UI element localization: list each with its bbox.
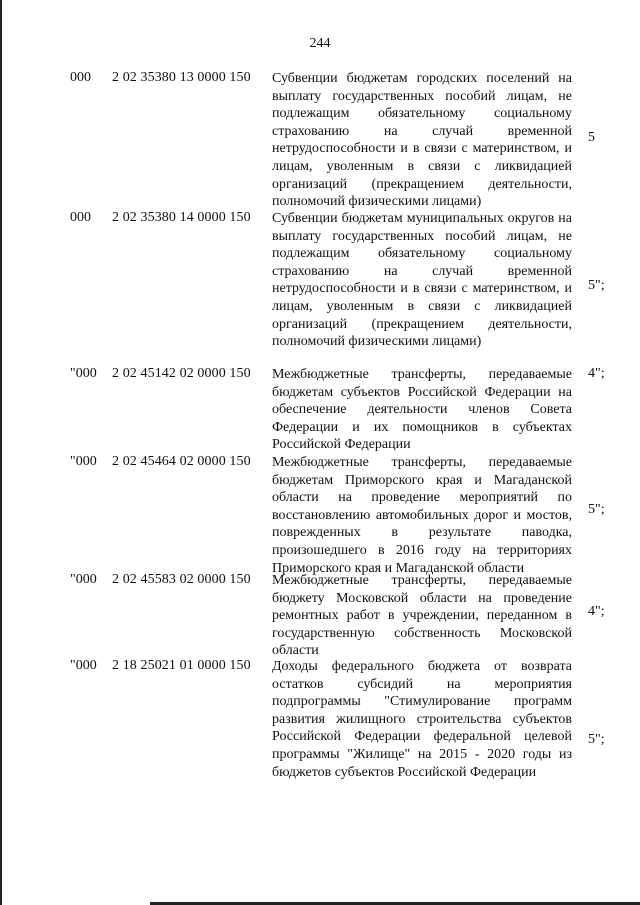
revenue-name: Межбюджетные трансферты, передаваемые бюджетам субъектов Российской Федерации на обеспечение деятельности членов Совета Федерации и их помощников в субъектах Российской Федерации <box>272 367 572 453</box>
admin-code: 000 <box>70 210 91 225</box>
admin-code: "000 <box>70 454 97 469</box>
budget-classification-code: 2 02 45583 02 0000 150 <box>112 572 251 587</box>
budget-classification-code: 2 02 45464 02 0000 150 <box>112 454 251 469</box>
budget-classification-code: 2 02 35380 13 0000 150 <box>112 70 251 85</box>
allocation-value: 4"; <box>588 604 605 619</box>
revenue-name: Доходы федерального бюджета от возврата остатков субсидий на мероприятия подпрограммы "Стимулирование программ развития жилищного строительства субъектов Российской Федерации федеральной целевой программы "Жилище" на 2015 - 2020 годы из бюджетов субъектов Российской Федерации <box>272 659 572 780</box>
budget-classification-code: 2 18 25021 01 0000 150 <box>112 658 251 673</box>
scan-edge-left <box>0 0 2 905</box>
page-number: 244 <box>309 36 331 51</box>
admin-code: "000 <box>70 658 97 673</box>
admin-code: "000 <box>70 572 97 587</box>
allocation-value: 5"; <box>588 278 605 293</box>
revenue-name: Межбюджетные трансферты, передаваемые бюджету Московской области на проведение ремонтных работ в учреждении, переданном в государственную собственность Московской области <box>272 573 572 659</box>
admin-code: "000 <box>70 366 97 381</box>
revenue-name: Субвенции бюджетам городских поселений на выплату государственных пособий лицам, не подлежащим обязательному социальному страхованию на случай временной нетрудоспособности и в связи с материнством, и лицам, уволенным в связи с ликвидацией организаций (прекращением деятельности, полномочий физическими лицами) <box>272 71 572 210</box>
revenue-name: Межбюджетные трансферты, передаваемые бюджетам Приморского края и Магаданской области на проведение мероприятий по восстановлению автомобильных дорог и мостов, поврежденных в результате паводка, произошедшего в 2016 году на территориях Приморского края и Магаданской области <box>272 455 572 576</box>
allocation-value: 4"; <box>588 366 605 381</box>
allocation-value: 5"; <box>588 502 605 517</box>
allocation-value: 5"; <box>588 732 605 747</box>
admin-code: 000 <box>70 70 91 85</box>
budget-classification-code: 2 02 35380 14 0000 150 <box>112 210 251 225</box>
revenue-name: Субвенции бюджетам муниципальных округов на выплату государственных пособий лицам, не подлежащим обязательному социальному страхованию на случай временной нетрудоспособности и в связи с материнством, и лицам, уволенным в связи с ликвидацией организаций (прекращением деятельности, полномочий физическими лицами) <box>272 211 572 350</box>
budget-classification-code: 2 02 45142 02 0000 150 <box>112 366 251 381</box>
allocation-value: 5 <box>588 130 595 145</box>
